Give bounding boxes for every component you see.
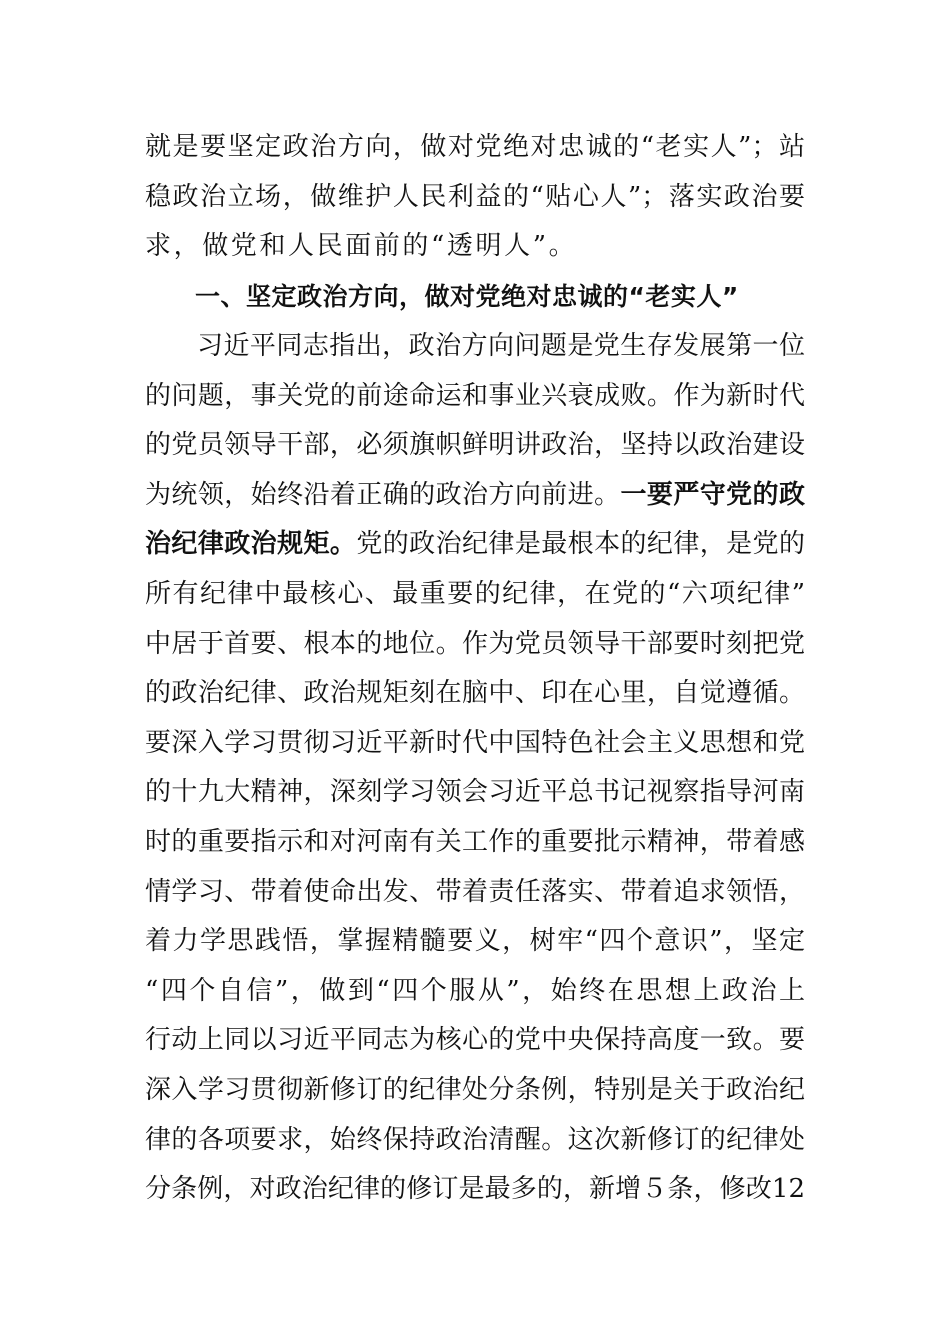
- text-line: 中居于首要、根本的地位。作为党员领导干部要时刻把党: [145, 628, 805, 659]
- text-line: 时的重要指示和对河南有关工作的重要批示精神，带着感: [145, 826, 805, 857]
- text-segment: 党的政治纪律是最根本的纪律，是党的: [356, 529, 805, 560]
- text-line: 稳政治立场，做维护人民利益的“贴心人”；落实政治要: [145, 181, 805, 212]
- body-paragraph: [145, 322, 805, 1215]
- text-line: 要深入学习贯彻习近平新时代中国特色社会主义思想和党: [145, 727, 805, 758]
- section-heading-block: [145, 272, 805, 322]
- text-line: 律的各项要求，始终保持政治清醒。这次新修订的纪律处: [145, 1124, 805, 1155]
- text-line: 就是要坚定政治方向，做对党绝对忠诚的“老实人”；站: [145, 132, 805, 162]
- text-line: 深入学习贯彻新修订的纪律处分条例，特别是关于政治纪: [145, 1074, 805, 1105]
- bold-emphasis: 治纪律政治规矩。: [145, 529, 357, 560]
- text-line: 行动上同以习近平同志为核心的党中央保持高度一致。要: [145, 1025, 805, 1056]
- bold-emphasis: 一要严守党的政: [620, 479, 805, 510]
- text-segment: 为统领，始终沿着正确的政治方向前进。: [145, 479, 621, 510]
- text-line: 的党员领导干部，必须旗帜鲜明讲政治，坚持以政治建设: [145, 430, 805, 461]
- text-line: 分条例，对政治纪律的修订是最多的，新增５条，修改12: [145, 1174, 805, 1205]
- intro-paragraph: [145, 123, 805, 272]
- text-line: “四个自信”，做到“四个服从”，始终在思想上政治上: [145, 975, 805, 1006]
- section-heading: 一、坚定政治方向，做对党绝对忠诚的“老实人”: [195, 282, 739, 311]
- text-line: 的问题，事关党的前途命运和事业兴衰成败。作为新时代: [145, 380, 805, 411]
- text-line: 习近平同志指出，政治方向问题是党生存发展第一位: [197, 331, 805, 361]
- text-line: 所有纪律中最核心、最重要的纪律，在党的“六项纪律”: [145, 578, 805, 609]
- text-line: [145, 471, 805, 521]
- text-line: 着力学思践悟，掌握精髓要义，树牢“四个意识”，坚定: [145, 926, 805, 957]
- text-line: 求，做党和人民面前的“透明人”。: [145, 231, 578, 262]
- text-line: 情学习、带着使命出发、带着责任落实、带着追求领悟，: [145, 876, 805, 907]
- text-line: 的十九大精神，深刻学习领会习近平总书记视察指导河南: [145, 777, 805, 808]
- text-line: [145, 520, 805, 570]
- text-line: 的政治纪律、政治规矩刻在脑中、印在心里，自觉遵循。: [145, 678, 805, 709]
